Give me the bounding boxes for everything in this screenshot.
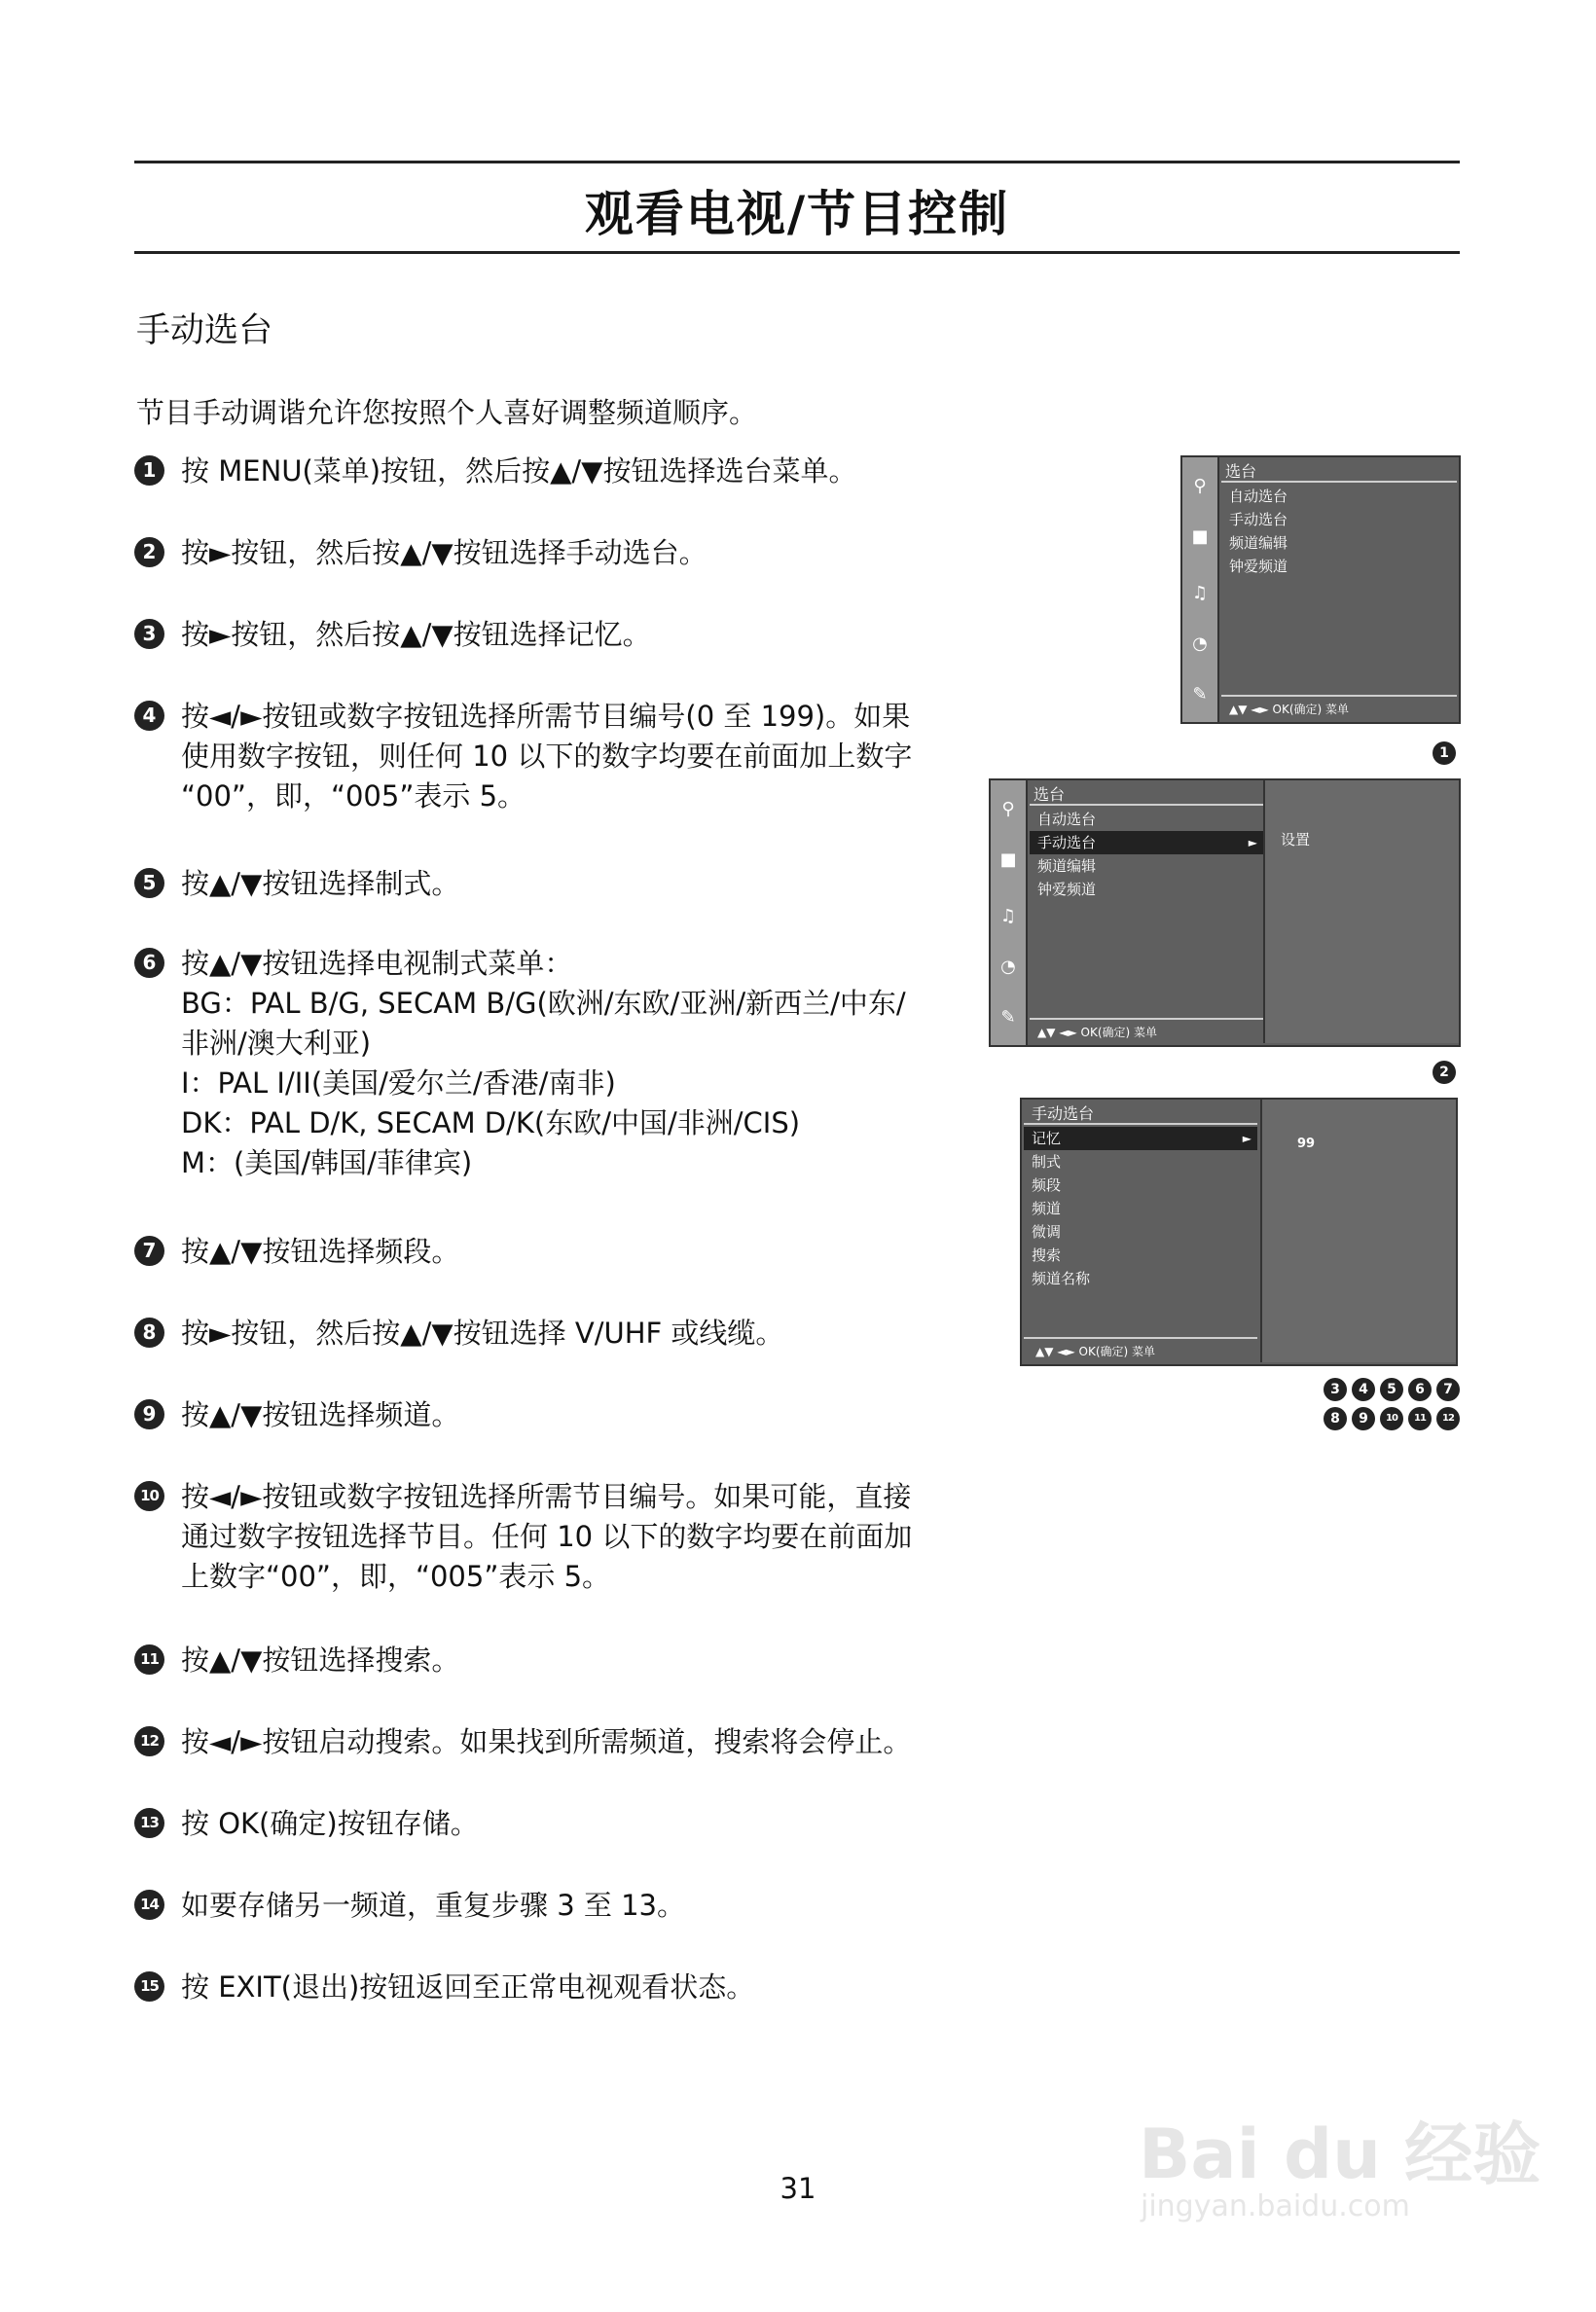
- menu-item[interactable]: [1030, 854, 1263, 878]
- step-line: 按 EXIT(退出)按钮返回至正常电视观看状态。: [181, 1970, 755, 2004]
- step-text: [181, 1886, 991, 1926]
- menu-footer-line: [1030, 1018, 1263, 1020]
- option-icon: ✎: [1000, 1007, 1016, 1028]
- step-line: 按 OK(确定)按钮存储。: [181, 1807, 479, 1840]
- step-line: 上数字“00”，即，“005”表示 5。: [181, 1560, 611, 1593]
- menu-footer-line: [1221, 695, 1457, 697]
- step-line: 按▲/▼按钮选择制式。: [181, 867, 460, 900]
- menu-item-label: 自动选台: [1229, 488, 1288, 505]
- step-2: [134, 533, 991, 573]
- step-line: I：PAL I/II(美国/爱尔兰/香港/南非): [181, 1066, 616, 1100]
- menu-item[interactable]: [1024, 1244, 1257, 1267]
- step-14: [134, 1886, 991, 1926]
- submenu-value: 99: [1297, 1137, 1316, 1151]
- step-number-badge: 2: [134, 537, 164, 567]
- watermark-logo: Bai du 经验: [1139, 2114, 1542, 2194]
- caption-badge-10: 10: [1380, 1407, 1403, 1430]
- antenna-icon: ⚲: [1001, 799, 1015, 819]
- step-8: [134, 1314, 991, 1354]
- menu-title: 选台: [1034, 785, 1066, 804]
- menu-item[interactable]: [1221, 531, 1455, 555]
- page-title: 观看电视/节目控制: [584, 186, 1010, 242]
- picture-icon: ■: [1191, 526, 1209, 547]
- menu-item[interactable]: [1030, 808, 1263, 831]
- step-line: 按►按钮，然后按▲/▼按钮选择记忆。: [181, 618, 651, 651]
- page-number: 31: [780, 2172, 816, 2205]
- step-7: [134, 1232, 991, 1272]
- section-title: 手动选台: [136, 311, 273, 350]
- menu-item-label: 搜索: [1032, 1246, 1062, 1264]
- step-text: [181, 533, 991, 573]
- menu-footer: ▲▼ ◄► OK(确定) 菜单: [1035, 1345, 1156, 1358]
- step-number-badge: 14: [134, 1890, 164, 1920]
- menu-item[interactable]: [1221, 508, 1455, 531]
- menu-item[interactable]: [1024, 1174, 1257, 1197]
- menu-icon-column: [1182, 457, 1219, 722]
- menu-item[interactable]: [1024, 1267, 1257, 1290]
- step-number-badge: 4: [134, 701, 164, 731]
- step-line: “00”，即，“005”表示 5。: [181, 779, 526, 813]
- step-line: 按►按钮，然后按▲/▼按钮选择 V/UHF 或线缆。: [181, 1317, 784, 1350]
- antenna-icon: ⚲: [1193, 476, 1207, 496]
- picture-icon: ■: [999, 849, 1017, 870]
- menu-item[interactable]: [1024, 1150, 1257, 1174]
- step-text: [181, 615, 991, 655]
- menu-item-label: 手动选台: [1037, 834, 1097, 851]
- step-11: [134, 1641, 991, 1680]
- step-number-badge: 12: [134, 1726, 164, 1756]
- menu-item[interactable]: [1221, 555, 1455, 578]
- step-line: 按▲/▼按钮选择频段。: [181, 1235, 460, 1268]
- step-9: [134, 1395, 991, 1435]
- step-number-badge: 1: [134, 455, 164, 486]
- menu-item[interactable]: [1221, 485, 1455, 508]
- step-number-badge: 8: [134, 1318, 164, 1348]
- step-line: 使用数字按钮，则任何 10 以下的数字均要在前面加上数字: [181, 740, 913, 773]
- step-text: [181, 1314, 991, 1354]
- menu-item[interactable]: [1024, 1220, 1257, 1244]
- arrow-right-icon: ►: [1248, 836, 1257, 849]
- step-15: [134, 1968, 991, 2007]
- step-line: 按◄/►按钮或数字按钮选择所需节目编号。如果可能，直接: [181, 1480, 912, 1513]
- section-intro: 节目手动调谐允许您按照个人喜好调整频道顺序。: [136, 396, 758, 429]
- step-line: 通过数字按钮选择节目。任何 10 以下的数字均要在前面加: [181, 1520, 913, 1553]
- step-number-badge: 10: [134, 1481, 164, 1511]
- step-text: [181, 1477, 991, 1597]
- watermark-url: jingyan.baidu.com: [1141, 2189, 1410, 2223]
- time-icon: ◔: [1000, 957, 1016, 977]
- caption-badge-11: 11: [1408, 1407, 1432, 1430]
- caption-badge-5: 5: [1380, 1378, 1403, 1401]
- step-5: [134, 864, 991, 904]
- step-number-badge: 13: [134, 1808, 164, 1838]
- menu-header-line: [1030, 804, 1283, 806]
- caption-badge-6: 6: [1408, 1378, 1432, 1401]
- step-number-badge: 5: [134, 868, 164, 898]
- step-line: 非洲/澳大利亚): [181, 1027, 372, 1060]
- menu-item-label: 钟爱频道: [1037, 881, 1097, 898]
- step-text: [181, 864, 991, 904]
- step-text: [181, 1722, 991, 1762]
- menu-header-line: [1024, 1123, 1257, 1125]
- menu-item[interactable]: [1024, 1127, 1257, 1150]
- step-text: [181, 1232, 991, 1272]
- step-number-badge: 9: [134, 1399, 164, 1429]
- caption-badge-4: 4: [1352, 1378, 1375, 1401]
- step-line: 按▲/▼按钮选择搜索。: [181, 1644, 460, 1677]
- tv-menu-2: [989, 778, 1461, 1047]
- menu-item-label: 手动选台: [1229, 511, 1288, 528]
- menu-item-label: 微调: [1032, 1223, 1062, 1241]
- step-line: 按◄/►按钮启动搜索。如果找到所需频道，搜索将会停止。: [181, 1725, 912, 1758]
- step-line: 按◄/►按钮或数字按钮选择所需节目编号(0 至 199)。如果: [181, 700, 911, 733]
- menu-footer: ▲▼ ◄► OK(确定) 菜单: [1037, 1026, 1158, 1039]
- step-number-badge: 3: [134, 619, 164, 649]
- step-line: DK：PAL D/K, SECAM D/K(东欧/中国/非洲/CIS): [181, 1106, 801, 1139]
- menu-header-line: [1221, 481, 1457, 483]
- step-number-badge: 11: [134, 1644, 164, 1675]
- caption-badge-3: 3: [1324, 1378, 1347, 1401]
- menu-item[interactable]: [1030, 831, 1263, 854]
- step-text: [181, 944, 991, 1183]
- top-rule: [134, 161, 1460, 163]
- step-line: 按►按钮，然后按▲/▼按钮选择手动选台。: [181, 536, 707, 569]
- step-text: [181, 1968, 991, 2007]
- menu-footer-line: [1024, 1337, 1257, 1339]
- option-icon: ✎: [1192, 684, 1208, 704]
- step-12: [134, 1722, 991, 1762]
- step-line: 按▲/▼按钮选择频道。: [181, 1398, 460, 1431]
- menu-title: 手动选台: [1032, 1104, 1095, 1123]
- menu-title: 选台: [1225, 462, 1257, 481]
- menu-item[interactable]: [1030, 878, 1263, 901]
- menu-item-label: 频段: [1032, 1176, 1062, 1194]
- step-text: [181, 1804, 991, 1844]
- tv-menu-3: [1020, 1098, 1458, 1366]
- caption-badge-8: 8: [1324, 1407, 1347, 1430]
- step-10: [134, 1477, 991, 1597]
- step-13: [134, 1804, 991, 1844]
- submenu-panel: [1260, 1100, 1456, 1362]
- submenu-panel: [1263, 780, 1459, 1043]
- arrow-right-icon: ►: [1242, 1132, 1251, 1145]
- sound-icon: ♫: [1191, 583, 1209, 603]
- menu-item-label: 频道名称: [1032, 1270, 1091, 1287]
- caption-badge-2: 2: [1433, 1061, 1456, 1084]
- step-line: BG：PAL B/G, SECAM B/G(欧洲/东欧/亚洲/新西兰/中东/: [181, 987, 906, 1020]
- menu-item-label: 记忆: [1032, 1130, 1062, 1147]
- menu-item-label: 钟爱频道: [1229, 558, 1288, 575]
- step-6: [134, 944, 991, 1183]
- title-bottom-rule: [134, 251, 1460, 254]
- caption-badge-1: 1: [1433, 741, 1456, 765]
- caption-badge-7: 7: [1436, 1378, 1460, 1401]
- menu-item-label: 频道编辑: [1229, 534, 1288, 552]
- menu-icon-column: [991, 780, 1028, 1045]
- menu-item-label: 频道: [1032, 1200, 1062, 1217]
- step-text: [181, 452, 991, 491]
- step-text: [181, 1641, 991, 1680]
- time-icon: ◔: [1192, 633, 1208, 654]
- sound-icon: ♫: [999, 906, 1017, 926]
- step-number-badge: 7: [134, 1236, 164, 1266]
- step-line: M：(美国/韩国/菲律宾): [181, 1146, 473, 1179]
- step-line: 按▲/▼按钮选择电视制式菜单：: [181, 947, 573, 980]
- step-number-badge: 6: [134, 948, 164, 978]
- step-1: [134, 452, 991, 491]
- tv-menu-1: [1180, 455, 1461, 724]
- menu-item-label: 自动选台: [1037, 811, 1097, 828]
- caption-badge-9: 9: [1352, 1407, 1375, 1430]
- caption-badge-12: 12: [1436, 1407, 1460, 1430]
- step-line: 如要存储另一频道，重复步骤 3 至 13。: [181, 1889, 686, 1922]
- step-4: [134, 697, 991, 816]
- step-line: 按 MENU(菜单)按钮，然后按▲/▼按钮选择选台菜单。: [181, 454, 857, 488]
- menu-item[interactable]: [1024, 1197, 1257, 1220]
- step-text: [181, 1395, 991, 1435]
- menu-item-label: 频道编辑: [1037, 857, 1097, 875]
- menu-footer: ▲▼ ◄► OK(确定) 菜单: [1229, 703, 1350, 716]
- step-text: [181, 697, 991, 816]
- submenu-text: 设置: [1281, 831, 1311, 849]
- step-number-badge: 15: [134, 1971, 164, 2002]
- menu-item-label: 制式: [1032, 1153, 1062, 1171]
- step-3: [134, 615, 991, 655]
